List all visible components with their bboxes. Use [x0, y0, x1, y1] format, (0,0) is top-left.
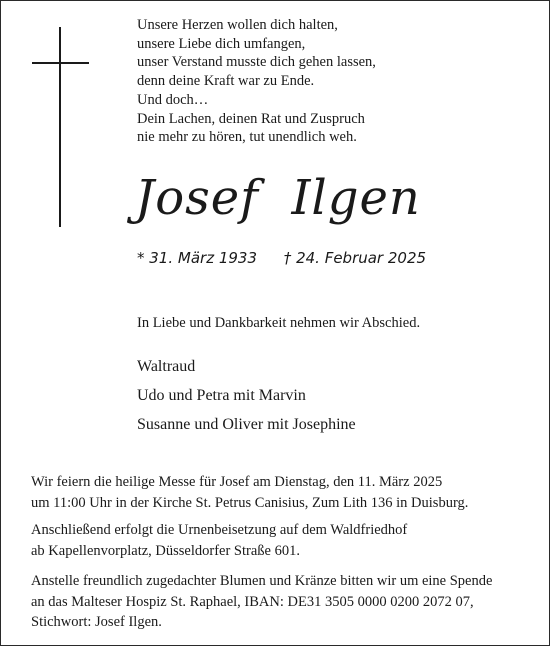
donation-line: Anstelle freundlich zugedachter Blumen und Kränze bitten wir um eine Spende	[31, 573, 493, 589]
death-date: † 24. Februar 2025	[283, 249, 427, 267]
poem-line: unsere Liebe dich umfangen,	[137, 35, 306, 52]
poem	[137, 16, 376, 147]
life-dates	[137, 249, 426, 267]
burial-info	[31, 520, 407, 561]
poem-line: denn deine Kraft war zu Ende.	[137, 73, 315, 90]
deceased-name: Josef Ilgen	[135, 170, 421, 226]
service-line: Wir feiern die heilige Messe für Josef am Dienstag, den 11. März 2025	[31, 474, 443, 490]
family-member: Waltraud	[137, 358, 196, 375]
service-info	[31, 472, 468, 513]
poem-line: unser Verstand musste dich gehen lassen,	[137, 54, 376, 71]
birth-date: * 31. März 1933	[137, 249, 258, 267]
donation-info	[31, 571, 492, 633]
service-line: um 11:00 Uhr in der Kirche St. Petrus Canisius, Zum Lith 136 in Duisburg.	[31, 494, 469, 511]
family-list	[137, 352, 356, 439]
family-member: Susanne und Oliver mit Josephine	[137, 416, 356, 433]
donation-line: Stichwort: Josef Ilgen.	[31, 614, 162, 630]
poem-line: nie mehr zu hören, tut unendlich weh.	[137, 129, 357, 146]
poem-line: Unsere Herzen wollen dich halten,	[137, 17, 338, 33]
cross-icon-crossbar	[32, 62, 89, 64]
cross-icon	[59, 27, 61, 227]
family-member: Udo und Petra mit Marvin	[137, 387, 306, 404]
donation-line: an das Malteser Hospiz St. Raphael, IBAN: DE31 3505 0000 0200 2072 07,	[31, 593, 474, 610]
burial-line: ab Kapellenvorplatz, Düsseldorfer Straße 601.	[31, 542, 300, 559]
poem-line: Und doch…	[137, 91, 209, 108]
farewell-text: In Liebe und Dankbarkeit nehmen wir Abschied.	[137, 315, 421, 331]
poem-line: Dein Lachen, deinen Rat und Zuspruch	[137, 110, 365, 127]
burial-line: Anschließend erfolgt die Urnenbeisetzung auf dem Waldfriedhof	[31, 522, 408, 538]
